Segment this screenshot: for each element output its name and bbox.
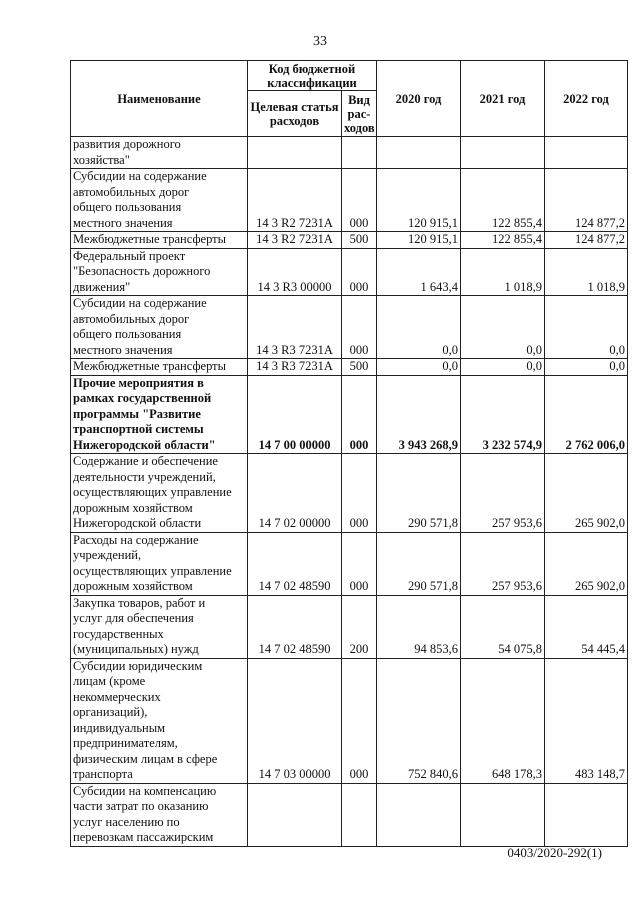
cell-2021: 122 855,4: [461, 232, 545, 249]
page-number: 33: [313, 34, 327, 49]
cell-2022: 2 762 006,0: [545, 375, 628, 454]
table-row: [71, 232, 628, 249]
cell-name: Субсидии на компенсацию части затрат по оказанию услуг населению по перевозкам пассажирским: [71, 783, 248, 846]
cell-expense-type: 000: [342, 248, 377, 296]
cell-2020: 752 840,6: [377, 658, 461, 783]
cell-expense-type: 000: [342, 296, 377, 359]
cell-2021: 257 953,6: [461, 532, 545, 595]
cell-expense-type: [342, 783, 377, 846]
cell-2021: 0,0: [461, 359, 545, 376]
table-row: [71, 595, 628, 658]
cell-2020: 120 915,1: [377, 169, 461, 232]
cell-expense-type: 000: [342, 375, 377, 454]
cell-2022: 265 902,0: [545, 454, 628, 533]
header-year-2022: 2022 год: [545, 61, 628, 137]
cell-expense-type: 000: [342, 169, 377, 232]
cell-expense-type: 500: [342, 232, 377, 249]
cell-2022: 124 877,2: [545, 169, 628, 232]
header-year-2021: 2021 год: [461, 61, 545, 137]
cell-2022: 0,0: [545, 359, 628, 376]
budget-table: [70, 60, 628, 847]
table-row: [71, 454, 628, 533]
table-row: [71, 248, 628, 296]
cell-2021: 3 232 574,9: [461, 375, 545, 454]
table-row: [71, 296, 628, 359]
cell-2020: 0,0: [377, 359, 461, 376]
cell-expense-type: 000: [342, 658, 377, 783]
cell-expense-type: 500: [342, 359, 377, 376]
cell-target-article: 14 7 02 48590: [248, 595, 342, 658]
cell-target-article: 14 3 R2 7231A: [248, 232, 342, 249]
cell-2020: 290 571,8: [377, 532, 461, 595]
header-expense-type: Вид рас-ходов: [342, 91, 377, 137]
document-code: 0403/2020-292(1): [507, 845, 602, 860]
cell-2020: 3 943 268,9: [377, 375, 461, 454]
table-row: [71, 137, 628, 169]
cell-2020: 290 571,8: [377, 454, 461, 533]
cell-name: Субсидии на содержание автомобильных дорог общего пользования местного значения: [71, 296, 248, 359]
cell-expense-type: 000: [342, 454, 377, 533]
table-row: [71, 532, 628, 595]
cell-name: Межбюджетные трансферты: [71, 359, 248, 376]
cell-target-article: [248, 137, 342, 169]
cell-target-article: 14 3 R3 00000: [248, 248, 342, 296]
cell-2021: [461, 783, 545, 846]
cell-target-article: 14 3 R2 7231A: [248, 169, 342, 232]
cell-expense-type: 000: [342, 532, 377, 595]
cell-2021: 122 855,4: [461, 169, 545, 232]
header-target-article: Целевая статья расходов: [248, 91, 342, 137]
cell-2022: 54 445,4: [545, 595, 628, 658]
table-row: [71, 169, 628, 232]
table-body: [71, 137, 628, 847]
cell-target-article: 14 7 00 00000: [248, 375, 342, 454]
cell-name: Расходы на содержание учреждений, осуществляющих управление дорожным хозяйством: [71, 532, 248, 595]
header-year-2020: 2020 год: [377, 61, 461, 137]
cell-expense-type: 200: [342, 595, 377, 658]
cell-2022: 124 877,2: [545, 232, 628, 249]
cell-name: развития дорожного хозяйства": [71, 137, 248, 169]
cell-target-article: 14 7 02 00000: [248, 454, 342, 533]
cell-target-article: 14 3 R3 7231A: [248, 296, 342, 359]
table-row: [71, 658, 628, 783]
cell-target-article: 14 3 R3 7231A: [248, 359, 342, 376]
cell-name: Закупка товаров, работ и услуг для обеспечения государственных (муниципальных) нужд: [71, 595, 248, 658]
cell-2020: 94 853,6: [377, 595, 461, 658]
cell-2022: [545, 783, 628, 846]
cell-expense-type: [342, 137, 377, 169]
cell-name: Содержание и обеспечение деятельности учреждений, осуществляющих управление дорожным хозяйством Нижегородской области: [71, 454, 248, 533]
cell-2022: 0,0: [545, 296, 628, 359]
cell-2022: 483 148,7: [545, 658, 628, 783]
cell-target-article: [248, 783, 342, 846]
table-header: [71, 61, 628, 137]
cell-target-article: 14 7 03 00000: [248, 658, 342, 783]
table-row: [71, 359, 628, 376]
cell-name: Субсидии юридическим лицам (кроме некоммерческих организаций), индивидуальным предпринимателям, физическим лицам в сфере транспорта: [71, 658, 248, 783]
header-name: Наименование: [71, 61, 248, 137]
cell-2022: 265 902,0: [545, 532, 628, 595]
table-row: [71, 375, 628, 454]
cell-2022: 1 018,9: [545, 248, 628, 296]
header-budget-code: Код бюджетной классификации: [248, 61, 377, 91]
cell-2021: 257 953,6: [461, 454, 545, 533]
cell-2020: [377, 137, 461, 169]
cell-name: Межбюджетные трансферты: [71, 232, 248, 249]
cell-2022: [545, 137, 628, 169]
cell-2021: 648 178,3: [461, 658, 545, 783]
cell-2021: 54 075,8: [461, 595, 545, 658]
cell-2021: [461, 137, 545, 169]
cell-name: Прочие мероприятия в рамках государственной программы "Развитие транспортной системы Нижегородской области": [71, 375, 248, 454]
cell-name: Федеральный проект "Безопасность дорожного движения": [71, 248, 248, 296]
cell-name: Субсидии на содержание автомобильных дорог общего пользования местного значения: [71, 169, 248, 232]
cell-2020: 1 643,4: [377, 248, 461, 296]
cell-2021: 0,0: [461, 296, 545, 359]
table-row: [71, 783, 628, 846]
cell-2021: 1 018,9: [461, 248, 545, 296]
cell-2020: 0,0: [377, 296, 461, 359]
cell-2020: 120 915,1: [377, 232, 461, 249]
cell-2020: [377, 783, 461, 846]
cell-target-article: 14 7 02 48590: [248, 532, 342, 595]
